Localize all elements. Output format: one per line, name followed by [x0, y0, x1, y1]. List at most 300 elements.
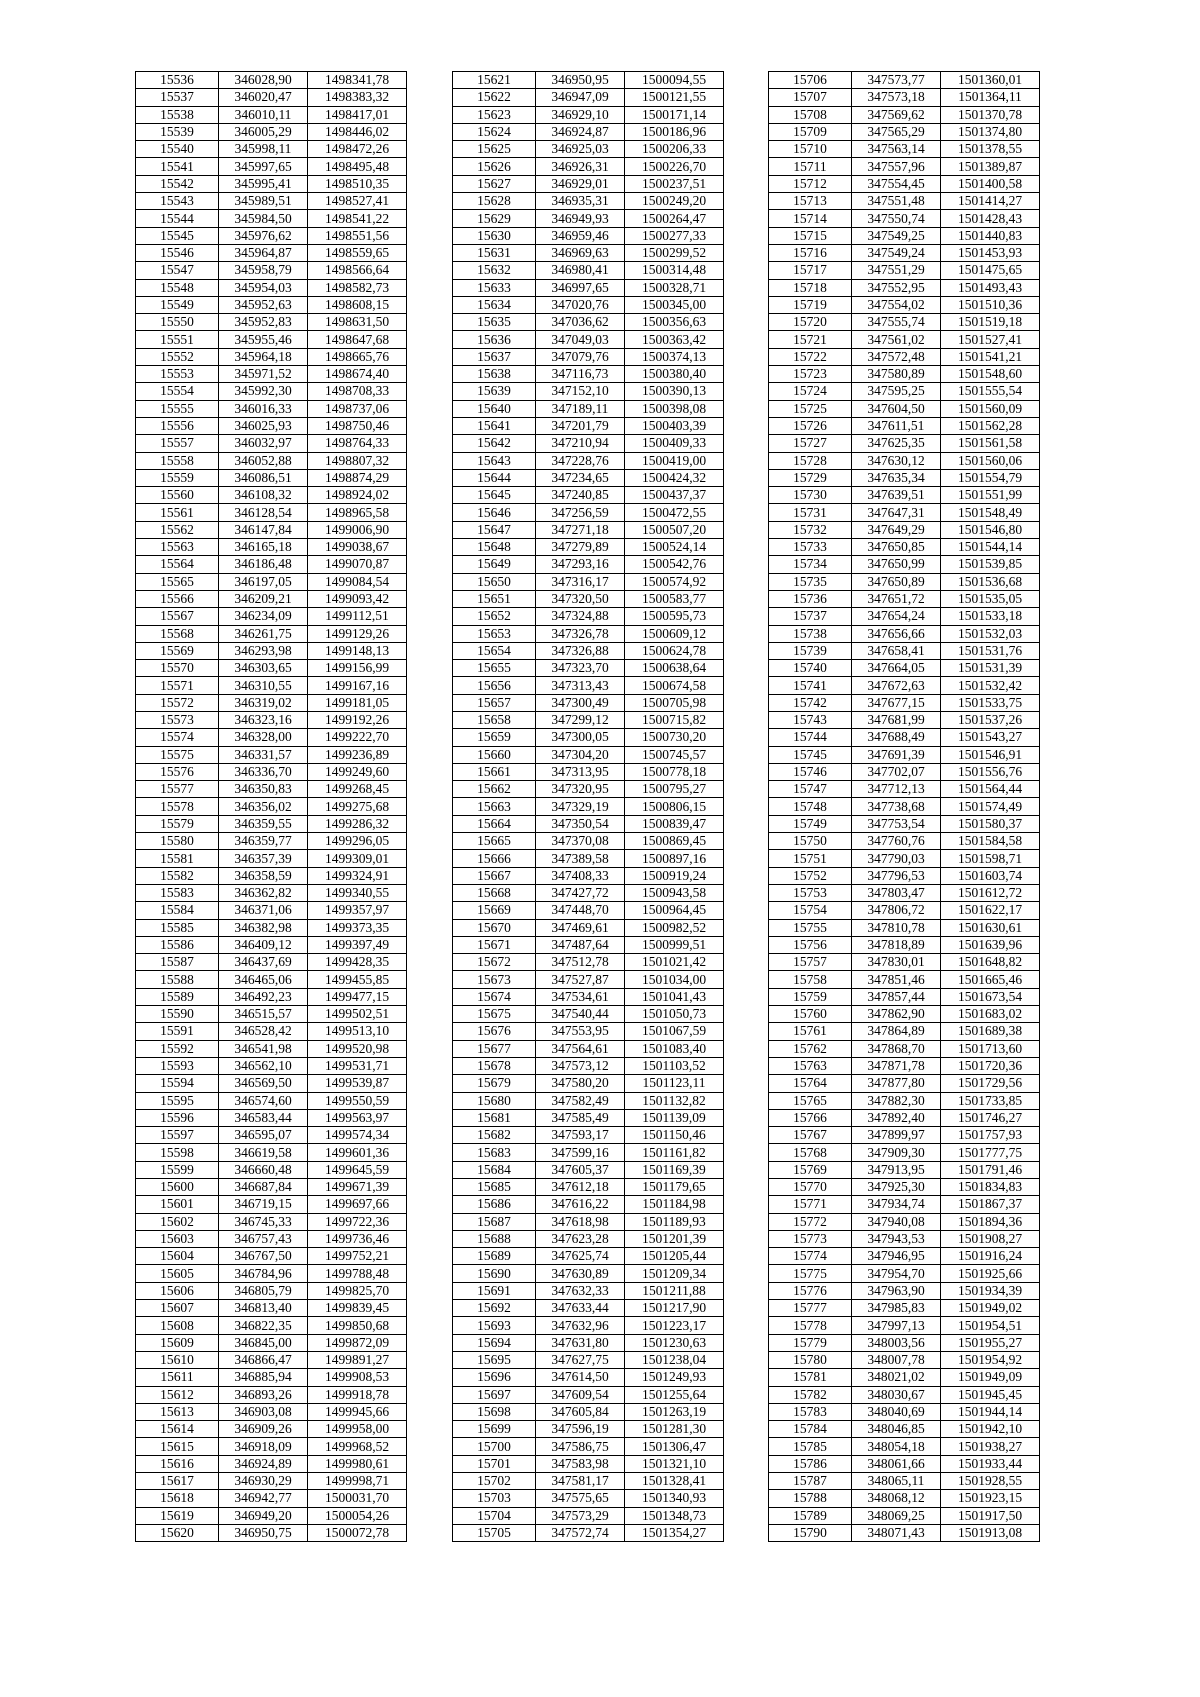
point-number-cell: 15551 [136, 331, 219, 348]
table-row [453, 141, 724, 158]
table-row [136, 1507, 407, 1524]
table-row [453, 988, 724, 1005]
point-number-cell: 15549 [136, 296, 219, 313]
table-row [769, 1023, 1040, 1040]
point-number-cell: 15728 [769, 452, 852, 469]
y-coordinate-cell: 1501729,56 [941, 1075, 1040, 1092]
x-coordinate-cell: 346356,02 [219, 798, 308, 815]
table-row [769, 1369, 1040, 1386]
x-coordinate-cell: 346757,43 [219, 1230, 308, 1247]
point-number-cell: 15556 [136, 417, 219, 434]
table-row [769, 1403, 1040, 1420]
table-row [453, 1092, 724, 1109]
x-coordinate-cell: 346885,94 [219, 1369, 308, 1386]
point-number-cell: 15646 [453, 504, 536, 521]
table-row [453, 539, 724, 556]
x-coordinate-cell: 347555,74 [852, 314, 941, 331]
y-coordinate-cell: 1498924,02 [308, 487, 407, 504]
y-coordinate-cell: 1500054,26 [308, 1507, 407, 1524]
table-row [453, 1161, 724, 1178]
x-coordinate-cell: 346528,42 [219, 1023, 308, 1040]
x-coordinate-cell: 346918,09 [219, 1438, 308, 1455]
x-coordinate-cell: 346687,84 [219, 1179, 308, 1196]
table-row [769, 677, 1040, 694]
x-coordinate-cell: 347549,25 [852, 227, 941, 244]
point-number-cell: 15708 [769, 106, 852, 123]
y-coordinate-cell: 1501184,98 [625, 1196, 724, 1213]
point-number-cell: 15587 [136, 954, 219, 971]
y-coordinate-cell: 1501370,78 [941, 106, 1040, 123]
y-coordinate-cell: 1501249,93 [625, 1369, 724, 1386]
table-row [136, 227, 407, 244]
point-number-cell: 15699 [453, 1421, 536, 1438]
table-row [453, 1109, 724, 1126]
point-number-cell: 15631 [453, 244, 536, 261]
y-coordinate-cell: 1499181,05 [308, 694, 407, 711]
point-number-cell: 15553 [136, 366, 219, 383]
point-number-cell: 15774 [769, 1248, 852, 1265]
point-number-cell: 15725 [769, 400, 852, 417]
point-number-cell: 15638 [453, 366, 536, 383]
point-number-cell: 15759 [769, 988, 852, 1005]
y-coordinate-cell: 1501916,24 [941, 1248, 1040, 1265]
table-row [136, 573, 407, 590]
table-row [769, 262, 1040, 279]
y-coordinate-cell: 1500624,78 [625, 642, 724, 659]
y-coordinate-cell: 1501720,36 [941, 1057, 1040, 1074]
table-row [136, 435, 407, 452]
table-row [453, 1144, 724, 1161]
x-coordinate-cell: 348054,18 [852, 1438, 941, 1455]
y-coordinate-cell: 1501281,30 [625, 1421, 724, 1438]
point-number-cell: 15723 [769, 366, 852, 383]
y-coordinate-cell: 1499736,46 [308, 1230, 407, 1247]
x-coordinate-cell: 346328,00 [219, 729, 308, 746]
x-coordinate-cell: 347557,96 [852, 158, 941, 175]
x-coordinate-cell: 346866,47 [219, 1351, 308, 1368]
x-coordinate-cell: 347189,11 [536, 400, 625, 417]
x-coordinate-cell: 347580,20 [536, 1075, 625, 1092]
y-coordinate-cell: 1501630,61 [941, 919, 1040, 936]
y-coordinate-cell: 1499563,97 [308, 1109, 407, 1126]
table-row [136, 210, 407, 227]
y-coordinate-cell: 1501364,11 [941, 89, 1040, 106]
point-number-cell: 15675 [453, 1006, 536, 1023]
y-coordinate-cell: 1500072,78 [308, 1524, 407, 1541]
table-row [453, 1248, 724, 1265]
table-row [769, 1421, 1040, 1438]
y-coordinate-cell: 1500419,00 [625, 452, 724, 469]
y-coordinate-cell: 1499397,49 [308, 936, 407, 953]
x-coordinate-cell: 347877,80 [852, 1075, 941, 1092]
x-coordinate-cell: 347604,50 [852, 400, 941, 417]
table-row [453, 936, 724, 953]
x-coordinate-cell: 347688,49 [852, 729, 941, 746]
x-coordinate-cell: 347647,31 [852, 504, 941, 521]
point-number-cell: 15784 [769, 1421, 852, 1438]
y-coordinate-cell: 1501564,44 [941, 781, 1040, 798]
y-coordinate-cell: 1499574,34 [308, 1127, 407, 1144]
x-coordinate-cell: 347609,54 [536, 1386, 625, 1403]
table-row [769, 1196, 1040, 1213]
x-coordinate-cell: 347605,37 [536, 1161, 625, 1178]
point-number-cell: 15768 [769, 1144, 852, 1161]
y-coordinate-cell: 1500094,55 [625, 72, 724, 89]
point-number-cell: 15599 [136, 1161, 219, 1178]
x-coordinate-cell: 347210,94 [536, 435, 625, 452]
x-coordinate-cell: 345992,30 [219, 383, 308, 400]
x-coordinate-cell: 346261,75 [219, 625, 308, 642]
y-coordinate-cell: 1498541,22 [308, 210, 407, 227]
table-row [453, 1075, 724, 1092]
y-coordinate-cell: 1498510,35 [308, 175, 407, 192]
table-row [136, 1282, 407, 1299]
point-number-cell: 15749 [769, 815, 852, 832]
x-coordinate-cell: 346323,16 [219, 711, 308, 728]
y-coordinate-cell: 1499998,71 [308, 1473, 407, 1490]
point-number-cell: 15560 [136, 487, 219, 504]
table-row [136, 1144, 407, 1161]
y-coordinate-cell: 1501546,91 [941, 746, 1040, 763]
y-coordinate-cell: 1500715,82 [625, 711, 724, 728]
y-coordinate-cell: 1501757,93 [941, 1127, 1040, 1144]
y-coordinate-cell: 1498608,15 [308, 296, 407, 313]
y-coordinate-cell: 1500409,33 [625, 435, 724, 452]
x-coordinate-cell: 347512,78 [536, 954, 625, 971]
y-coordinate-cell: 1501532,42 [941, 677, 1040, 694]
table-row [453, 1127, 724, 1144]
point-number-cell: 15589 [136, 988, 219, 1005]
x-coordinate-cell: 346350,83 [219, 781, 308, 798]
x-coordinate-cell: 347913,95 [852, 1161, 941, 1178]
table-row [453, 89, 724, 106]
y-coordinate-cell: 1501041,43 [625, 988, 724, 1005]
table-row [769, 884, 1040, 901]
x-coordinate-cell: 347256,59 [536, 504, 625, 521]
x-coordinate-cell: 346147,84 [219, 521, 308, 538]
table-row [136, 729, 407, 746]
point-number-cell: 15586 [136, 936, 219, 953]
y-coordinate-cell: 1500705,98 [625, 694, 724, 711]
y-coordinate-cell: 1501942,10 [941, 1421, 1040, 1438]
y-coordinate-cell: 1499520,98 [308, 1040, 407, 1057]
y-coordinate-cell: 1500806,15 [625, 798, 724, 815]
y-coordinate-cell: 1499502,51 [308, 1006, 407, 1023]
y-coordinate-cell: 1500778,18 [625, 763, 724, 780]
y-coordinate-cell: 1501510,36 [941, 296, 1040, 313]
y-coordinate-cell: 1501544,14 [941, 539, 1040, 556]
point-number-cell: 15782 [769, 1386, 852, 1403]
x-coordinate-cell: 345995,41 [219, 175, 308, 192]
table-row [136, 1196, 407, 1213]
x-coordinate-cell: 347527,87 [536, 971, 625, 988]
x-coordinate-cell: 345954,03 [219, 279, 308, 296]
y-coordinate-cell: 1501555,54 [941, 383, 1040, 400]
y-coordinate-cell: 1501955,27 [941, 1334, 1040, 1351]
point-number-cell: 15779 [769, 1334, 852, 1351]
table-row [769, 141, 1040, 158]
point-number-cell: 15600 [136, 1179, 219, 1196]
table-row [136, 1248, 407, 1265]
x-coordinate-cell: 347573,18 [852, 89, 941, 106]
table-row [453, 902, 724, 919]
table-row [453, 954, 724, 971]
point-number-cell: 15721 [769, 331, 852, 348]
y-coordinate-cell: 1501414,27 [941, 193, 1040, 210]
x-coordinate-cell: 346371,06 [219, 902, 308, 919]
y-coordinate-cell: 1501541,21 [941, 348, 1040, 365]
point-number-cell: 15748 [769, 798, 852, 815]
table-row [136, 314, 407, 331]
table-row [769, 279, 1040, 296]
table-row [136, 1490, 407, 1507]
y-coordinate-cell: 1501238,04 [625, 1351, 724, 1368]
x-coordinate-cell: 347946,95 [852, 1248, 941, 1265]
x-coordinate-cell: 347564,61 [536, 1040, 625, 1057]
table-row [453, 417, 724, 434]
y-coordinate-cell: 1500031,70 [308, 1490, 407, 1507]
x-coordinate-cell: 347563,14 [852, 141, 941, 158]
x-coordinate-cell: 347656,66 [852, 625, 941, 642]
y-coordinate-cell: 1500524,14 [625, 539, 724, 556]
x-coordinate-cell: 346336,70 [219, 763, 308, 780]
y-coordinate-cell: 1501938,27 [941, 1438, 1040, 1455]
point-number-cell: 15771 [769, 1196, 852, 1213]
y-coordinate-cell: 1501933,44 [941, 1455, 1040, 1472]
table-row [136, 417, 407, 434]
point-number-cell: 15757 [769, 954, 852, 971]
table-row [136, 279, 407, 296]
y-coordinate-cell: 1500964,45 [625, 902, 724, 919]
point-number-cell: 15635 [453, 314, 536, 331]
x-coordinate-cell: 347540,44 [536, 1006, 625, 1023]
point-number-cell: 15751 [769, 850, 852, 867]
point-number-cell: 15714 [769, 210, 852, 227]
y-coordinate-cell: 1500982,52 [625, 919, 724, 936]
point-number-cell: 15546 [136, 244, 219, 261]
table-row [453, 798, 724, 815]
point-number-cell: 15703 [453, 1490, 536, 1507]
x-coordinate-cell: 347632,33 [536, 1282, 625, 1299]
x-coordinate-cell: 347534,61 [536, 988, 625, 1005]
point-number-cell: 15689 [453, 1248, 536, 1265]
x-coordinate-cell: 347997,13 [852, 1317, 941, 1334]
y-coordinate-cell: 1499918,78 [308, 1386, 407, 1403]
point-number-cell: 15607 [136, 1300, 219, 1317]
x-coordinate-cell: 347862,90 [852, 1006, 941, 1023]
table-row [769, 1109, 1040, 1126]
point-number-cell: 15781 [769, 1369, 852, 1386]
point-number-cell: 15579 [136, 815, 219, 832]
point-number-cell: 15765 [769, 1092, 852, 1109]
y-coordinate-cell: 1501944,14 [941, 1403, 1040, 1420]
table-row [136, 296, 407, 313]
table-row [136, 815, 407, 832]
y-coordinate-cell: 1500472,55 [625, 504, 724, 521]
x-coordinate-cell: 347279,89 [536, 539, 625, 556]
point-number-cell: 15678 [453, 1057, 536, 1074]
table-row [136, 936, 407, 953]
x-coordinate-cell: 346357,39 [219, 850, 308, 867]
y-coordinate-cell: 1499084,54 [308, 573, 407, 590]
y-coordinate-cell: 1501949,09 [941, 1369, 1040, 1386]
y-coordinate-cell: 1499222,70 [308, 729, 407, 746]
x-coordinate-cell: 347954,70 [852, 1265, 941, 1282]
x-coordinate-cell: 347892,40 [852, 1109, 941, 1126]
point-number-cell: 15776 [769, 1282, 852, 1299]
x-coordinate-cell: 347810,78 [852, 919, 941, 936]
point-number-cell: 15756 [769, 936, 852, 953]
x-coordinate-cell: 346805,79 [219, 1282, 308, 1299]
table-row [136, 539, 407, 556]
point-number-cell: 15662 [453, 781, 536, 798]
table-row [453, 175, 724, 192]
point-number-cell: 15665 [453, 833, 536, 850]
y-coordinate-cell: 1500638,64 [625, 660, 724, 677]
table-row [769, 227, 1040, 244]
x-coordinate-cell: 347864,89 [852, 1023, 941, 1040]
x-coordinate-cell: 347943,53 [852, 1230, 941, 1247]
table-row [769, 1455, 1040, 1472]
point-number-cell: 15570 [136, 660, 219, 677]
y-coordinate-cell: 1501612,72 [941, 884, 1040, 901]
table-row [769, 504, 1040, 521]
point-number-cell: 15605 [136, 1265, 219, 1282]
table-row [453, 1334, 724, 1351]
y-coordinate-cell: 1501493,43 [941, 279, 1040, 296]
x-coordinate-cell: 346319,02 [219, 694, 308, 711]
x-coordinate-cell: 347691,39 [852, 746, 941, 763]
y-coordinate-cell: 1501562,28 [941, 417, 1040, 434]
y-coordinate-cell: 1498566,64 [308, 262, 407, 279]
y-coordinate-cell: 1499006,90 [308, 521, 407, 538]
table-row [769, 1507, 1040, 1524]
y-coordinate-cell: 1501161,82 [625, 1144, 724, 1161]
point-number-cell: 15669 [453, 902, 536, 919]
table-row [136, 1023, 407, 1040]
y-coordinate-cell: 1499357,97 [308, 902, 407, 919]
table-row [769, 625, 1040, 642]
x-coordinate-cell: 348061,66 [852, 1455, 941, 1472]
y-coordinate-cell: 1500674,58 [625, 677, 724, 694]
x-coordinate-cell: 347614,50 [536, 1369, 625, 1386]
y-coordinate-cell: 1499645,59 [308, 1161, 407, 1178]
y-coordinate-cell: 1501123,11 [625, 1075, 724, 1092]
x-coordinate-cell: 345955,46 [219, 331, 308, 348]
table-row [136, 781, 407, 798]
x-coordinate-cell: 347300,49 [536, 694, 625, 711]
y-coordinate-cell: 1500999,51 [625, 936, 724, 953]
y-coordinate-cell: 1501217,90 [625, 1300, 724, 1317]
point-number-cell: 15770 [769, 1179, 852, 1196]
y-coordinate-cell: 1499156,99 [308, 660, 407, 677]
point-number-cell: 15650 [453, 573, 536, 590]
y-coordinate-cell: 1501917,50 [941, 1507, 1040, 1524]
point-number-cell: 15625 [453, 141, 536, 158]
table-row [136, 262, 407, 279]
table-row [136, 400, 407, 417]
x-coordinate-cell: 346293,98 [219, 642, 308, 659]
x-coordinate-cell: 346959,46 [536, 227, 625, 244]
x-coordinate-cell: 347625,74 [536, 1248, 625, 1265]
x-coordinate-cell: 346128,54 [219, 504, 308, 521]
x-coordinate-cell: 347639,51 [852, 487, 941, 504]
point-number-cell: 15712 [769, 175, 852, 192]
table-row [453, 348, 724, 365]
point-number-cell: 15594 [136, 1075, 219, 1092]
y-coordinate-cell: 1501083,40 [625, 1040, 724, 1057]
table-row [453, 1403, 724, 1420]
point-number-cell: 15679 [453, 1075, 536, 1092]
x-coordinate-cell: 348071,43 [852, 1524, 941, 1541]
table-row [453, 1386, 724, 1403]
point-number-cell: 15705 [453, 1524, 536, 1541]
y-coordinate-cell: 1501428,43 [941, 210, 1040, 227]
point-number-cell: 15720 [769, 314, 852, 331]
table-row [136, 1421, 407, 1438]
table-row [453, 296, 724, 313]
y-coordinate-cell: 1500507,20 [625, 521, 724, 538]
table-row [136, 193, 407, 210]
point-number-cell: 15773 [769, 1230, 852, 1247]
y-coordinate-cell: 1499309,01 [308, 850, 407, 867]
y-coordinate-cell: 1500730,20 [625, 729, 724, 746]
point-number-cell: 15636 [453, 331, 536, 348]
table-row [453, 1524, 724, 1541]
y-coordinate-cell: 1501354,27 [625, 1524, 724, 1541]
x-coordinate-cell: 347796,53 [852, 867, 941, 884]
x-coordinate-cell: 347408,33 [536, 867, 625, 884]
x-coordinate-cell: 348003,56 [852, 1334, 941, 1351]
table-row [136, 625, 407, 642]
y-coordinate-cell: 1501539,85 [941, 556, 1040, 573]
point-number-cell: 15582 [136, 867, 219, 884]
y-coordinate-cell: 1500314,48 [625, 262, 724, 279]
x-coordinate-cell: 347324,88 [536, 608, 625, 625]
x-coordinate-cell: 346969,63 [536, 244, 625, 261]
x-coordinate-cell: 347593,17 [536, 1127, 625, 1144]
x-coordinate-cell: 347664,05 [852, 660, 941, 677]
table-row [769, 487, 1040, 504]
point-number-cell: 15596 [136, 1109, 219, 1126]
y-coordinate-cell: 1500345,00 [625, 296, 724, 313]
y-coordinate-cell: 1500609,12 [625, 625, 724, 642]
y-coordinate-cell: 1501556,76 [941, 763, 1040, 780]
y-coordinate-cell: 1499428,35 [308, 954, 407, 971]
y-coordinate-cell: 1501034,00 [625, 971, 724, 988]
x-coordinate-cell: 347569,62 [852, 106, 941, 123]
x-coordinate-cell: 347818,89 [852, 936, 941, 953]
x-coordinate-cell: 346767,50 [219, 1248, 308, 1265]
y-coordinate-cell: 1499980,61 [308, 1455, 407, 1472]
table-row [453, 193, 724, 210]
point-number-cell: 15769 [769, 1161, 852, 1178]
y-coordinate-cell: 1500363,42 [625, 331, 724, 348]
x-coordinate-cell: 346930,29 [219, 1473, 308, 1490]
point-number-cell: 15611 [136, 1369, 219, 1386]
y-coordinate-cell: 1501103,52 [625, 1057, 724, 1074]
y-coordinate-cell: 1500277,33 [625, 227, 724, 244]
point-number-cell: 15693 [453, 1317, 536, 1334]
table-row [136, 642, 407, 659]
y-coordinate-cell: 1498750,46 [308, 417, 407, 434]
table-row [136, 383, 407, 400]
y-coordinate-cell: 1501639,96 [941, 936, 1040, 953]
table-row [769, 729, 1040, 746]
y-coordinate-cell: 1498665,76 [308, 348, 407, 365]
table-row [769, 348, 1040, 365]
x-coordinate-cell: 347553,95 [536, 1023, 625, 1040]
